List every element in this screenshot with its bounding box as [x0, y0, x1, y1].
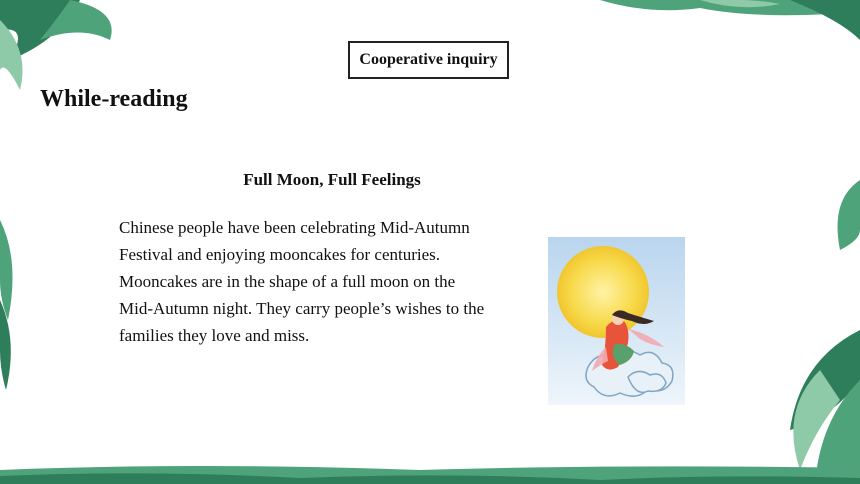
bottom-leaves: [0, 466, 860, 484]
top-left-leaves: [0, 0, 112, 90]
article-line: families they love and miss.: [119, 326, 310, 345]
article-line: Mid-Autumn night. They carry people’s wishes to the: [119, 299, 485, 318]
left-side-leaves: [0, 220, 13, 390]
article-line: Mooncakes are in the shape of a full moon on the: [119, 272, 456, 291]
right-side-leaves: [790, 180, 860, 484]
full-moon-icon: [557, 246, 649, 338]
top-right-leaves: [600, 0, 860, 40]
cooperative-inquiry-label: Cooperative inquiry: [348, 41, 509, 79]
moon-goddess-illustration: [548, 237, 685, 405]
article-line: Chinese people have been celebrating Mid-Autumn: [119, 218, 470, 237]
article-line: Festival and enjoying mooncakes for centuries.: [119, 245, 441, 264]
article-title: Full Moon, Full Feelings: [243, 170, 421, 189]
article-body: [119, 214, 539, 349]
section-title: While-reading: [40, 86, 188, 112]
